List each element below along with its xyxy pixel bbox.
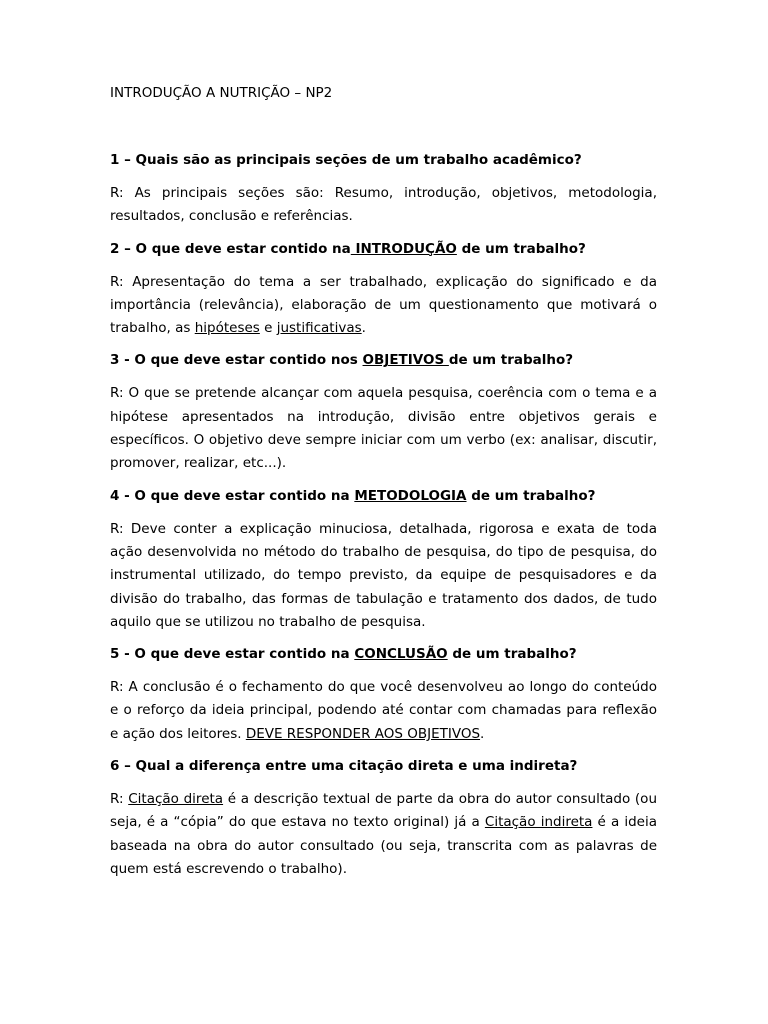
answer-1-text: R: As principais seções são: Resumo, introdução, objetivos, metodologia, resultados, conclusão e referências. [110, 185, 657, 225]
answer-5 [110, 676, 657, 746]
answer-3-text: R: O que se pretende alcançar com aquela pesquisa, coerência com o tema e a hipótese apresentados na introdução, divisão entre objetivos gerais e específicos. O objetivo deve sempre iniciar com um verbo (ex: analisar, discutir, promover, realizar, etc...). [110, 385, 657, 472]
document-body [110, 150, 657, 891]
answer-6-keyword-citacao-direta: Citação direta [128, 791, 224, 808]
question-3 [110, 350, 657, 370]
answer-6-text: é a descrição textual de parte da obra do autor consultado (ou seja, é a “cópia” do que estava no texto original) já a [110, 791, 657, 831]
question-5-suffix: de um trabalho? [447, 646, 577, 663]
question-3-keyword: OBJETIVOS [362, 352, 449, 369]
answer-2-keyword-justificativas: justificativas [276, 320, 362, 337]
answer-6-prefix: R: [110, 791, 129, 808]
answer-2-text: R: Apresentação do tema a ser trabalhado, explicação do significado e da importância (relevância), elaboração de um questionamento que motivará o trabalho, as [110, 273, 657, 337]
qa-item-6 [110, 756, 657, 881]
answer-4 [110, 518, 657, 634]
answer-5-text: R: A conclusão é o fechamento do que você desenvolveu ao longo do conteúdo e o reforço da ideia principal, podendo até contar com chamadas para reflexão e ação dos leitores. [110, 679, 657, 742]
answer-2 [110, 271, 657, 341]
answer-6-keyword-citacao-indireta: Citação indireta [484, 814, 593, 831]
question-6 [110, 756, 657, 776]
question-5-text: 5 - O que deve estar contido na [110, 646, 355, 663]
qa-item-2 [110, 239, 657, 341]
question-4-keyword: METODOLOGIA [354, 487, 467, 504]
qa-item-1 [110, 150, 657, 229]
question-2-keyword: INTRODUÇÃO [350, 240, 457, 257]
answer-2-connector: e [259, 320, 277, 337]
question-3-text: 3 - O que deve estar contido nos [110, 352, 363, 369]
answer-6-end: é a ideia baseada na obra do autor consultado (ou seja, transcrita com as palavras de quem está escrevendo o trabalho). [110, 814, 657, 877]
answer-2-end: . [361, 320, 366, 337]
question-5 [110, 644, 657, 664]
qa-item-4 [110, 486, 657, 634]
question-4 [110, 486, 657, 506]
question-2-text: 2 – O que deve estar contido na [110, 240, 351, 257]
question-4-suffix: de um trabalho? [466, 487, 596, 504]
answer-5-end: . [480, 725, 485, 742]
question-2-suffix: de um trabalho? [456, 240, 586, 257]
question-1-text: 1 – Quais são as principais seções de um trabalho acadêmico? [110, 152, 582, 168]
question-1 [110, 150, 657, 170]
question-3-suffix: de um trabalho? [448, 352, 574, 369]
question-6-text: 6 – Qual a diferença entre uma citação direta e uma indireta? [110, 758, 578, 775]
answer-4-text: R: Deve conter a explicação minuciosa, detalhada, rigorosa e exata de toda ação desenvolvida no método do trabalho de pesquisa, do tipo de pesquisa, do instrumental utilizado, do tempo previsto, da equipe de pesquisadores e da divisão do trabalho, das formas de tabulação e tratamento dos dados, de tudo aquilo que se utilizou no trabalho de pesquisa. [110, 520, 657, 630]
question-5-keyword: CONCLUSÃO [354, 646, 448, 663]
answer-2-keyword-hipoteses: hipóteses [194, 320, 260, 337]
document-page [110, 0, 657, 1024]
answer-3 [110, 382, 657, 475]
qa-item-3 [110, 350, 657, 475]
qa-item-5 [110, 644, 657, 746]
question-4-text: 4 - O que deve estar contido na [110, 487, 355, 504]
question-2 [110, 239, 657, 259]
document-title: INTRODUÇÃO A NUTRIÇÃO – NP2 [110, 85, 333, 101]
answer-1 [110, 182, 657, 229]
answer-5-emphasis: DEVE RESPONDER AOS OBJETIVOS [245, 725, 481, 742]
answer-6 [110, 788, 657, 881]
